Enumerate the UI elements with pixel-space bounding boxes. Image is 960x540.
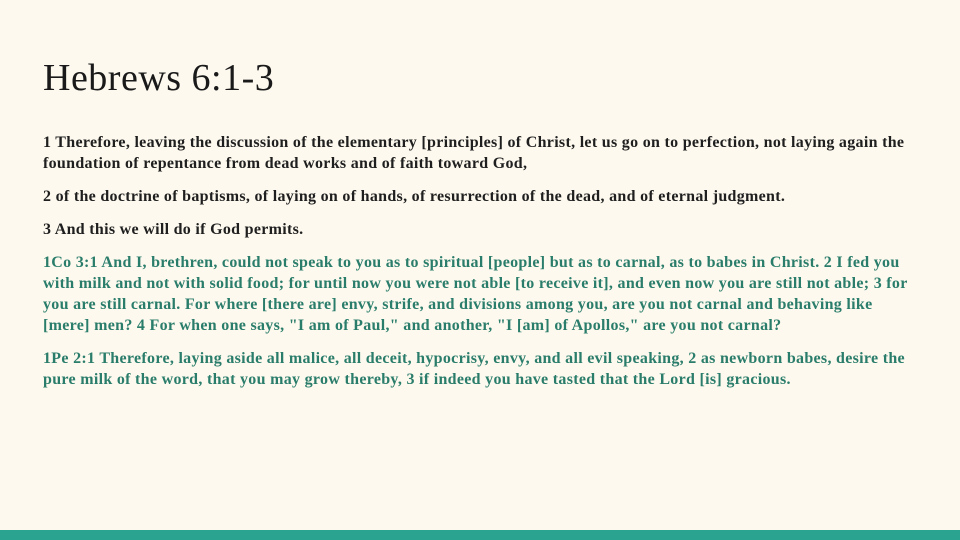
footer-accent-bar (0, 530, 960, 540)
slide-body (43, 132, 923, 402)
verse-hebrews-6-1: 1 Therefore, leaving the discussion of the elementary [principles] of Christ, let us go on to perfection, not laying again the foundation of repentance from dead works and of faith toward God, (43, 134, 905, 172)
slide-title: Hebrews 6:1-3 (43, 57, 275, 99)
verse-hebrews-6-3: 3 And this we will do if God permits. (43, 221, 304, 238)
verse-hebrews-6-2: 2 of the doctrine of baptisms, of laying on of hands, of resurrection of the dead, and of eternal judgment. (43, 188, 786, 205)
cross-reference-1-corinthians: 1Co 3:1 And I, brethren, could not speak to you as to spiritual [people] but as to carnal, as to babes in Christ. 2 I fed you with milk and not with solid food; for until now you were not able [to receive it], and even now you are still not able; 3 for you are still carnal. For where [there are] envy, strife, and divisions among you, are you not carnal and behaving like [mere] men? 4 For when one says, "I am of Paul," and another, "I [am] of Apollos," are you not carnal? (43, 254, 908, 334)
cross-reference-1-peter: 1Pe 2:1 Therefore, laying aside all malice, all deceit, hypocrisy, envy, and all evil speaking, 2 as newborn babes, desire the pure milk of the word, that you may grow thereby, 3 if indeed you have tasted that the Lord [is] gracious. (43, 350, 905, 388)
